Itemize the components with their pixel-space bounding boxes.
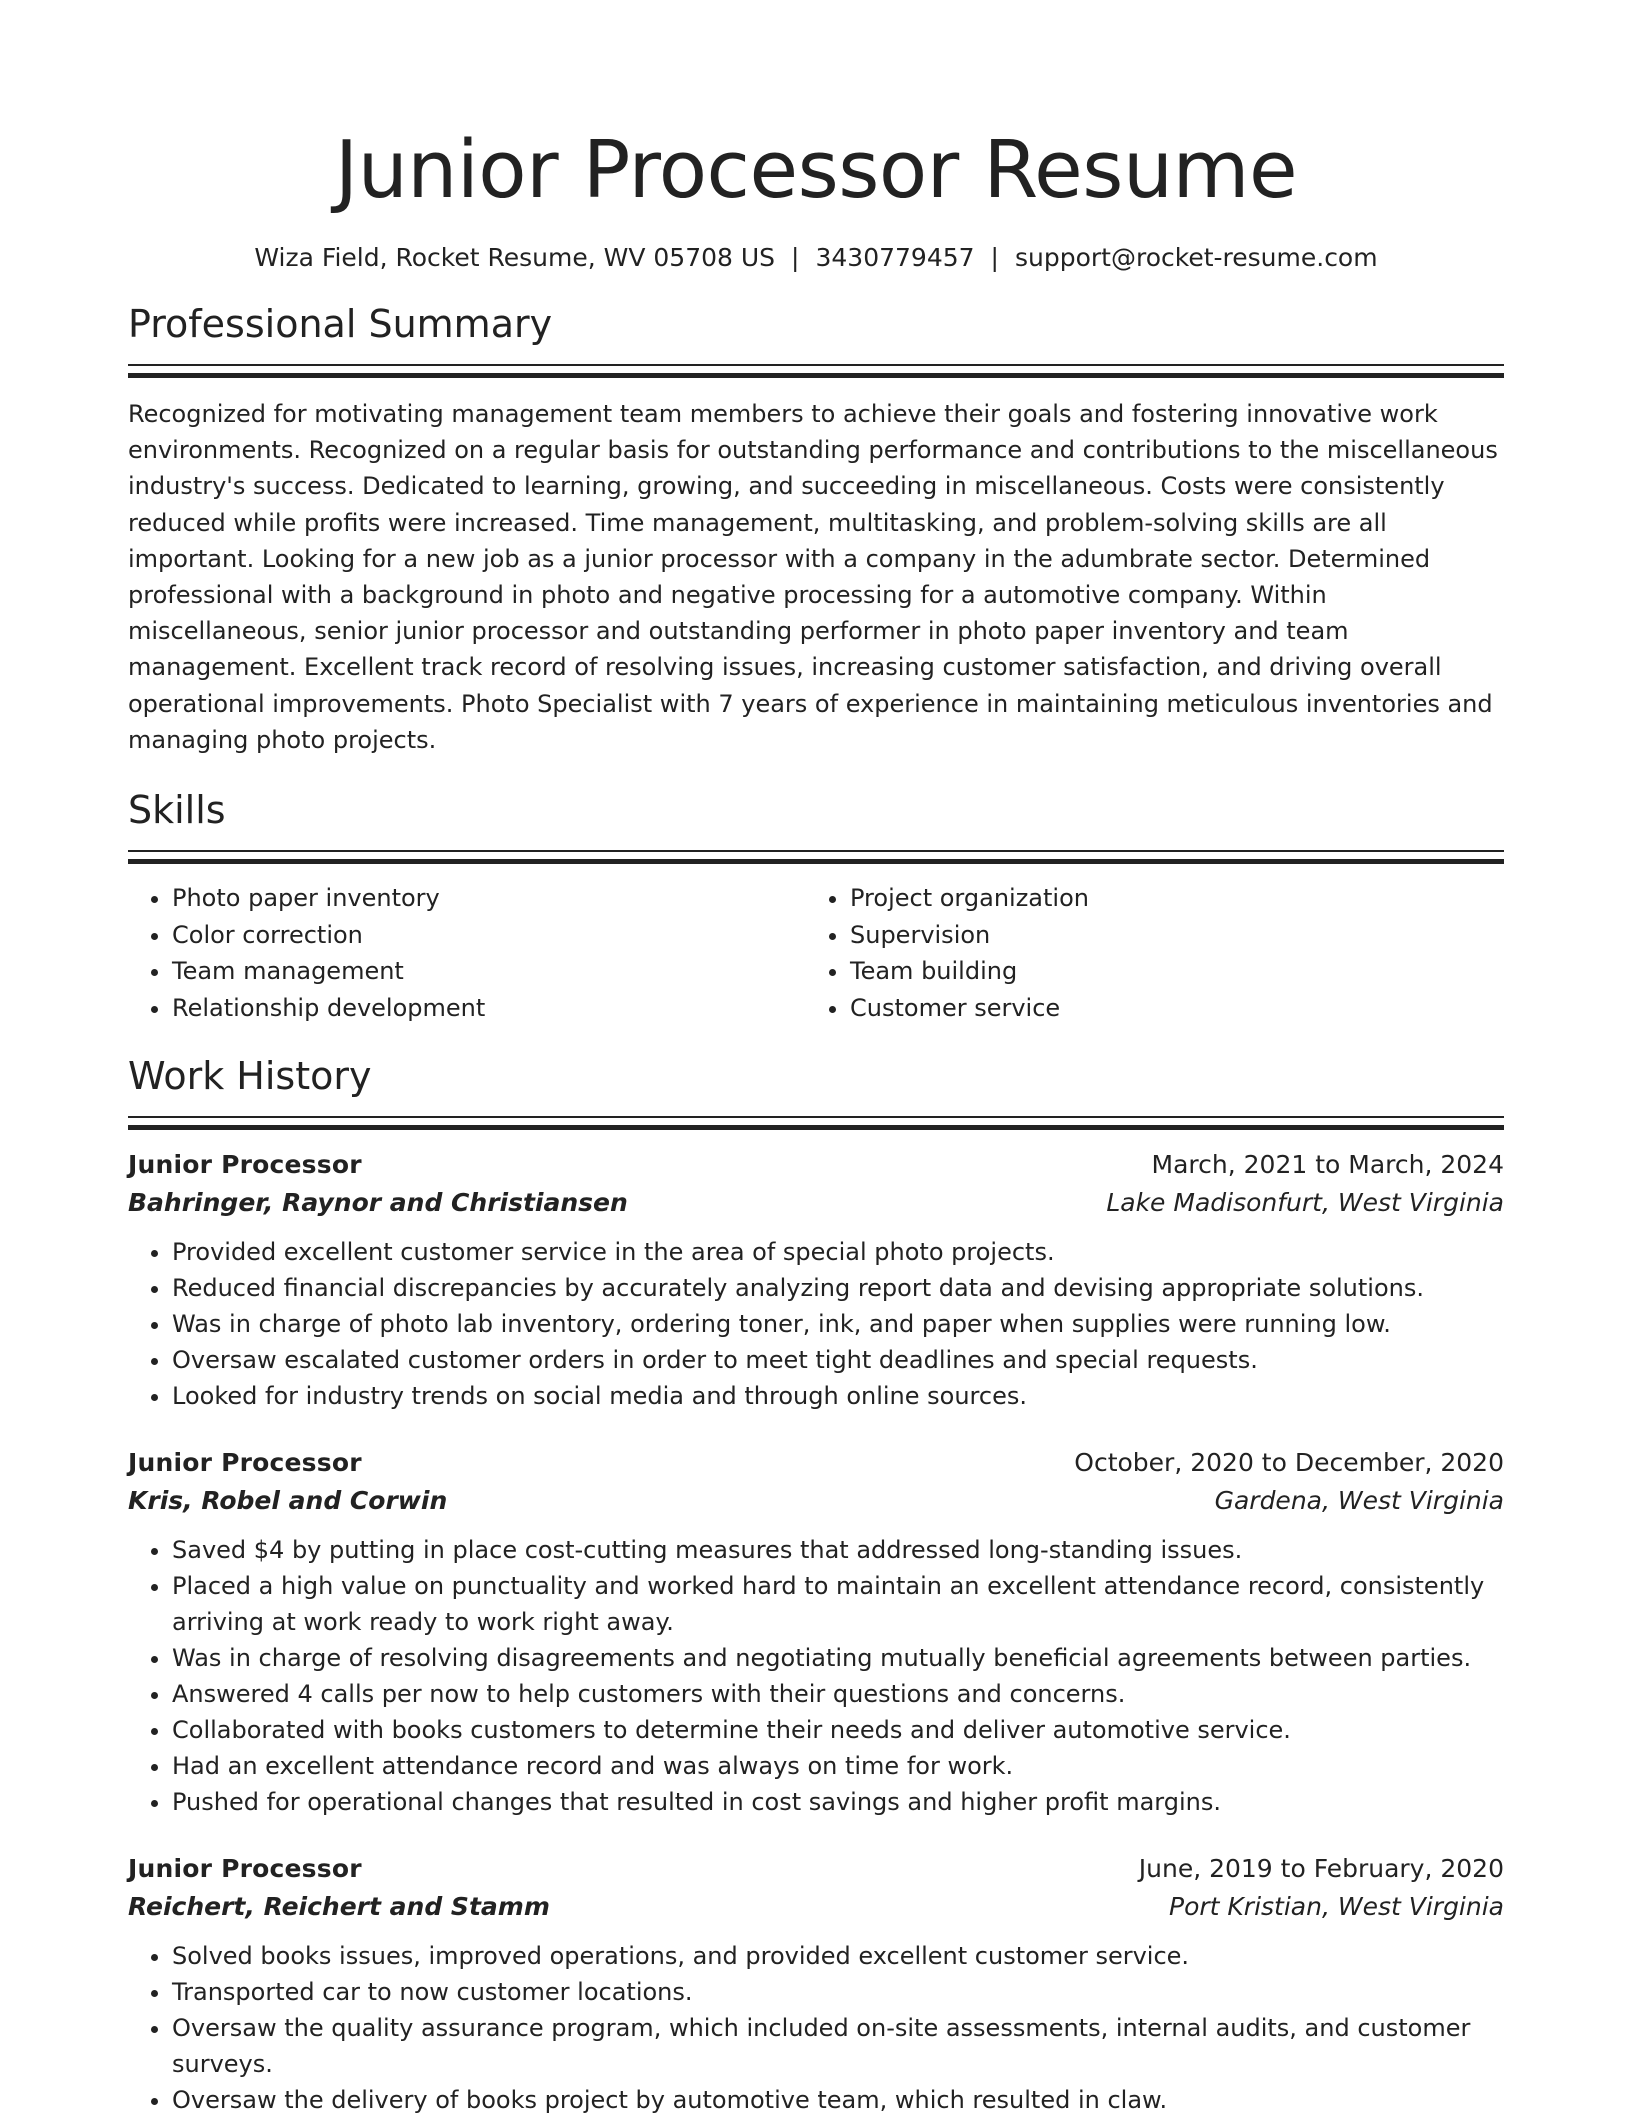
job-bullet-list [128,1532,1504,1820]
skills-section [128,784,1504,1026]
skills-column-left [128,880,806,1026]
job-title: Junior Processor [128,1150,362,1180]
job-location: Lake Madisonfurt, West Virginia [1106,1188,1504,1218]
skill-item: • Team building [850,953,1484,990]
contact-separator: | [791,243,800,272]
resume-title: Junior Processor Resume [334,124,1298,216]
job-company: Bahringer, Raynor and Christiansen [128,1188,628,1218]
job-company: Kris, Robel and Corwin [128,1486,448,1516]
job-bullet: • Transported car to now customer locations. [172,1974,1504,2010]
job-bullet: • Placed a high value on punctuality and worked hard to maintain an excellent attendance record, consistently arriving at work ready to work right away. [172,1568,1504,1640]
job-bullet: • Was in charge of resolving disagreements and negotiating mutually beneficial agreements between parties. [172,1640,1504,1676]
job-title: Junior Processor [128,1448,362,1478]
job-bullet: • Solved books issues, improved operations, and provided excellent customer service. [172,1938,1504,1974]
job-company-row [128,1888,1504,1926]
job-header-row [128,1850,1504,1888]
job-bullet: • Was in charge of photo lab inventory, ordering toner, ink, and paper when supplies were running low. [172,1306,1504,1342]
skills-grid [128,880,1504,1026]
skill-item: • Customer service [850,990,1484,1027]
skills-column-right [806,880,1484,1026]
job-bullet: • Collaborated with books customers to determine their needs and deliver automotive service. [172,1712,1504,1748]
summary-heading: Professional Summary [128,302,553,346]
job-company-row [128,1482,1504,1520]
job-bullet: • Saved $4 by putting in place cost-cutting measures that addressed long-standing issues. [172,1532,1504,1568]
contact-line [128,240,1504,276]
skill-item: • Team management [172,953,806,990]
job-dates: October, 2020 to December, 2020 [1074,1448,1504,1478]
job-header-row [128,1146,1504,1184]
skills-heading: Skills [128,788,226,833]
summary-section [128,298,1504,758]
skill-item: • Color correction [172,917,806,954]
job-dates: March, 2021 to March, 2024 [1151,1150,1504,1180]
skill-item: • Photo paper inventory [172,880,806,917]
job-bullet: • Reduced financial discrepancies by accurately analyzing report data and devising appropriate solutions. [172,1270,1504,1306]
contact-email: support@rocket-resume.com [1014,243,1378,272]
job-bullet: • Looked for industry trends on social media and through online sources. [172,1378,1504,1414]
job-header-row [128,1444,1504,1482]
work-history-heading: Work History [128,1054,372,1099]
work-history-section [128,1050,1504,2118]
job-bullet: • Oversaw the quality assurance program, which included on-site assessments, internal audits, and customer surveys. [172,2010,1504,2082]
job-bullet: • Pushed for operational changes that resulted in cost savings and higher profit margins. [172,1784,1504,1820]
job-bullet: • Answered 4 calls per now to help customers with their questions and concerns. [172,1676,1504,1712]
job-company-row [128,1184,1504,1222]
job-location: Port Kristian, West Virginia [1169,1892,1504,1922]
job-bullet: • Oversaw the delivery of books project by automotive team, which resulted in claw. [172,2082,1504,2118]
job-title: Junior Processor [128,1854,362,1884]
skill-item: • Supervision [850,917,1484,954]
contact-phone: 3430779457 [815,243,975,272]
job-bullet: • Had an excellent attendance record and was always on time for work. [172,1748,1504,1784]
contact-separator: | [990,243,999,272]
job-dates: June, 2019 to February, 2020 [1138,1854,1504,1884]
job-bullet-list [128,1234,1504,1414]
skill-item: • Relationship development [172,990,806,1027]
contact-address: Wiza Field, Rocket Resume, WV 05708 US [254,243,776,272]
job-bullet: • Oversaw escalated customer orders in order to meet tight deadlines and special requests. [172,1342,1504,1378]
section-divider [128,1116,1504,1130]
section-divider [128,850,1504,864]
summary-text: Recognized for motivating management team members to achieve their goals and fostering innovative work environments. Recognized on a regular basis for outstanding performance and contributions to the miscellaneous industry's success. Dedicated to learning, growing, and succeeding in miscellaneous. Costs were consistently reduced while profits were increased. Time management, multitasking, and problem-solving skills are all important. Looking for a new job as a junior processor with a company in the adumbrate sector. Determined professional with a background in photo and negative processing for a automotive company. Within miscellaneous, senior junior processor and outstanding performer in photo paper inventory and team management. Excellent track record of resolving issues, increasing customer satisfaction, and driving overall operational improvements. Photo Specialist with 7 years of experience in maintaining meticulous inventories and managing photo projects. [128,400,1498,754]
job-entry [128,1850,1504,2118]
skill-item: • Project organization [850,880,1484,917]
job-entry [128,1444,1504,1820]
job-company: Reichert, Reichert and Stamm [128,1892,550,1922]
section-divider [128,364,1504,378]
job-entry [128,1146,1504,1414]
job-location: Gardena, West Virginia [1214,1486,1504,1516]
job-bullet-list [128,1938,1504,2118]
job-bullet: • Provided excellent customer service in the area of special photo projects. [172,1234,1504,1270]
